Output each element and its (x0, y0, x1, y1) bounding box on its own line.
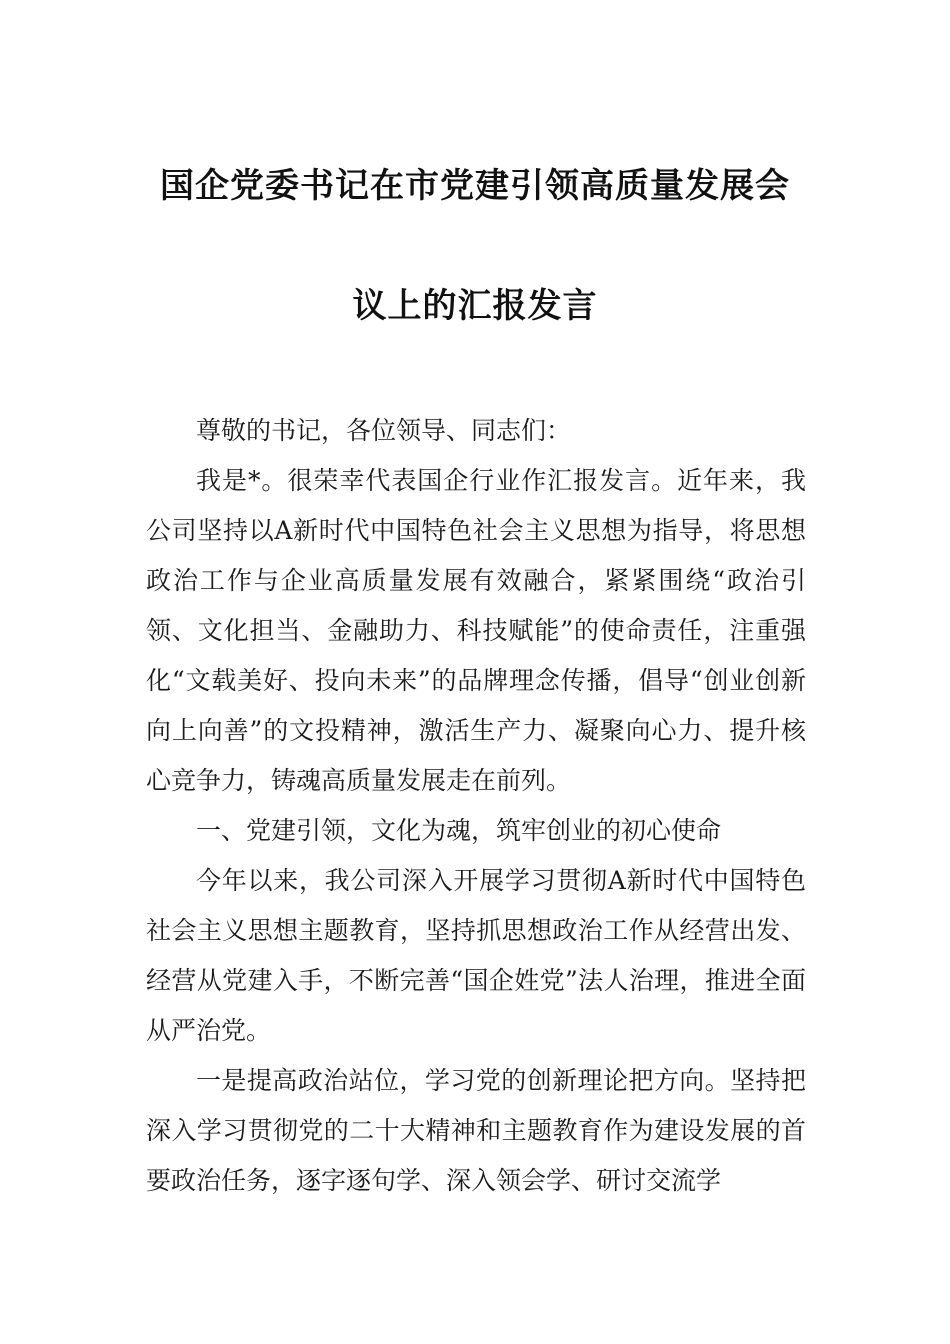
section-heading-1: 一、党建引领，文化为魂，筑牢创业的初心使命 (196, 816, 722, 845)
document-body (146, 406, 806, 1206)
paragraph-point-1: 一是提高政治站位，学习党的创新理论把方向。坚持把深入学习贯彻党的二十大精神和主题教育作为建设发展的首要政治任务，逐字逐句学、深入领会学、研讨交流学 (146, 1066, 806, 1195)
document-title-line-1: 国企党委书记在市党建引领高质量发展会 (160, 166, 790, 206)
document-title-line-2: 议上的汇报发言 (352, 286, 598, 326)
paragraph-section-1: 今年以来，我公司深入开展学习贯彻A新时代中国特色社会主义思想主题教育，坚持抓思想政治工作从经营出发、经营从党建入手，不断完善“国企姓党”法人治理，推进全面从严治党。 (146, 866, 806, 1045)
salutation: 尊敬的书记，各位领导、同志们： (196, 416, 572, 445)
paragraph-intro: 我是*。很荣幸代表国企行业作汇报发言。近年来，我公司坚持以A新时代中国特色社会主义思想为指导，将思想政治工作与企业高质量发展有效融合，紧紧围绕“政治引领、文化担当、金融助力、科技赋能”的使命责任，注重强化“文载美好、投向未来”的品牌理念传播，倡导“创业创新向上向善”的文投精神，激活生产力、凝聚向心力、提升核心竞争力，铸魂高质量发展走在前列。 (146, 466, 806, 795)
